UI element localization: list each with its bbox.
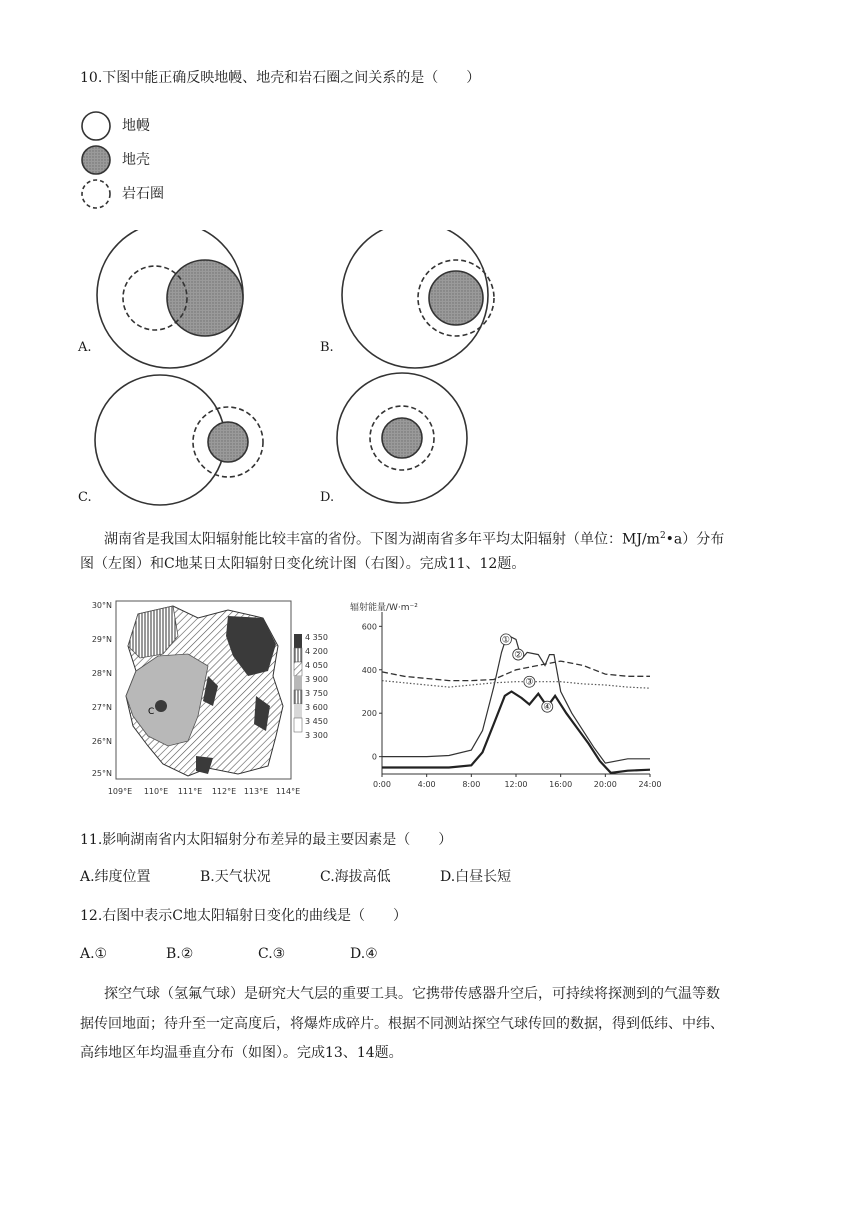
- svg-text:3 750: 3 750: [305, 689, 328, 698]
- chart-series-label-2: ②: [514, 650, 523, 661]
- map-scale-bar: [294, 634, 302, 732]
- balloon-intro-line2: 据传回地面；待升至一定高度后，将爆炸成碎片。根据不同测站探空气球传回的数据，得到低纬、中纬、: [80, 1016, 724, 1032]
- svg-text:114°E: 114°E: [275, 787, 301, 796]
- chart-x-tick-label: 8:00: [462, 780, 481, 789]
- q12-option-b: B.②: [166, 946, 194, 962]
- legend-lithosphere-label: 岩石圈: [122, 186, 164, 202]
- q12-option-a: A.①: [80, 946, 108, 962]
- q11-option-c: C.海拔高低: [320, 869, 391, 885]
- svg-text:112°E: 112°E: [211, 787, 237, 796]
- legend-mantle-label: 地幔: [122, 118, 150, 134]
- q11-option-a: A.纬度位置: [80, 869, 151, 885]
- legend-crust-icon: [82, 146, 110, 174]
- chart-series-label-1: ①: [501, 635, 510, 646]
- chart-x-tick-label: 20:00: [593, 780, 617, 789]
- svg-text:27°N: 27°N: [91, 703, 112, 712]
- svg-text:111°E: 111°E: [177, 787, 203, 796]
- svg-text:25°N: 25°N: [91, 769, 112, 778]
- chart-y-tick-label: 0: [371, 752, 377, 762]
- svg-text:4 350: 4 350: [305, 633, 328, 642]
- balloon-intro-line1: 探空气球（氢氟气球）是研究大气层的重要工具。它携带传感器升空后，可持续将探测到的气温等数: [104, 986, 720, 1002]
- hunan-radiation-map: [78, 596, 338, 806]
- q11-option-d: D.白昼长短: [440, 869, 512, 885]
- q11-stem: 11.影响湖南省内太阳辐射分布差异的最主要因素是（ ）: [80, 832, 453, 848]
- map-c-marker: C: [148, 707, 155, 717]
- option-a-diagram: [97, 230, 243, 368]
- q10-option-diagrams: [80, 230, 500, 510]
- svg-text:30°N: 30°N: [91, 601, 112, 610]
- q12-option-c: C.③: [258, 946, 286, 962]
- hunan-intro-line1: 湖南省是我国太阳辐射能比较丰富的省份。下图为湖南省多年平均太阳辐射（单位：$MJ/m^2•a$）分布: [104, 531, 725, 548]
- svg-text:28°N: 28°N: [91, 669, 112, 678]
- chart-series-label-4: ④: [543, 702, 552, 713]
- svg-text:3 900: 3 900: [305, 675, 328, 684]
- legend-lithosphere-icon: [82, 180, 110, 208]
- option-c-diagram: [95, 375, 263, 505]
- option-a-label: A.: [78, 340, 92, 355]
- legend-mantle-icon: [82, 112, 110, 140]
- chart-series-line-4: [382, 692, 650, 773]
- option-b-diagram: [342, 230, 494, 368]
- balloon-intro-line3: 高纬地区年均温垂直分布（如图）。完成13、14题。: [80, 1045, 403, 1061]
- q12-option-d: D.④: [350, 946, 378, 962]
- hunan-intro-line2: 图（左图）和C地某日太阳辐射日变化统计图（右图）。完成11、12题。: [80, 556, 526, 572]
- chart-y-tick-label: 400: [361, 665, 377, 675]
- chart-x-tick-label: 16:00: [549, 780, 573, 789]
- q12-stem: 12.右图中表示C地太阳辐射日变化的曲线是（ ）: [80, 908, 407, 924]
- svg-text:26°N: 26°N: [91, 737, 112, 746]
- chart-ylabel: 辐射能量/W·m⁻²: [350, 603, 418, 613]
- chart-x-tick-label: 24:00: [638, 780, 662, 789]
- chart-y-tick-label: 200: [361, 709, 377, 719]
- svg-text:4 200: 4 200: [305, 647, 328, 656]
- svg-text:109°E: 109°E: [107, 787, 133, 796]
- chart-x-tick-label: 0:00: [373, 780, 391, 789]
- q10-stem: 10.下图中能正确反映地幔、地壳和岩石圈之间关系的是（ ）: [80, 70, 481, 86]
- svg-text:3 450: 3 450: [305, 717, 328, 726]
- svg-text:4 050: 4 050: [305, 661, 328, 670]
- option-d-label: D.: [320, 490, 335, 505]
- chart-series-label-3: ③: [525, 677, 534, 688]
- option-b-label: B.: [320, 340, 334, 355]
- svg-text:113°E: 113°E: [243, 787, 269, 796]
- svg-text:110°E: 110°E: [143, 787, 169, 796]
- svg-text:3 300: 3 300: [305, 731, 328, 740]
- q11-option-b: B.天气状况: [200, 869, 271, 885]
- option-d-diagram: [337, 373, 467, 503]
- chart-x-tick-label: 12:00: [504, 780, 528, 789]
- option-c-label: C.: [78, 490, 92, 505]
- chart-x-tick-label: 4:00: [417, 780, 436, 789]
- chart-series-line-3: [382, 681, 650, 689]
- chart-y-tick-label: 600: [361, 622, 377, 632]
- svg-text:3 600: 3 600: [305, 703, 328, 712]
- legend-crust-label: 地壳: [122, 152, 150, 168]
- svg-text:29°N: 29°N: [91, 635, 112, 644]
- radiation-daily-chart: [340, 596, 670, 806]
- chart-series-line-2: [382, 661, 650, 681]
